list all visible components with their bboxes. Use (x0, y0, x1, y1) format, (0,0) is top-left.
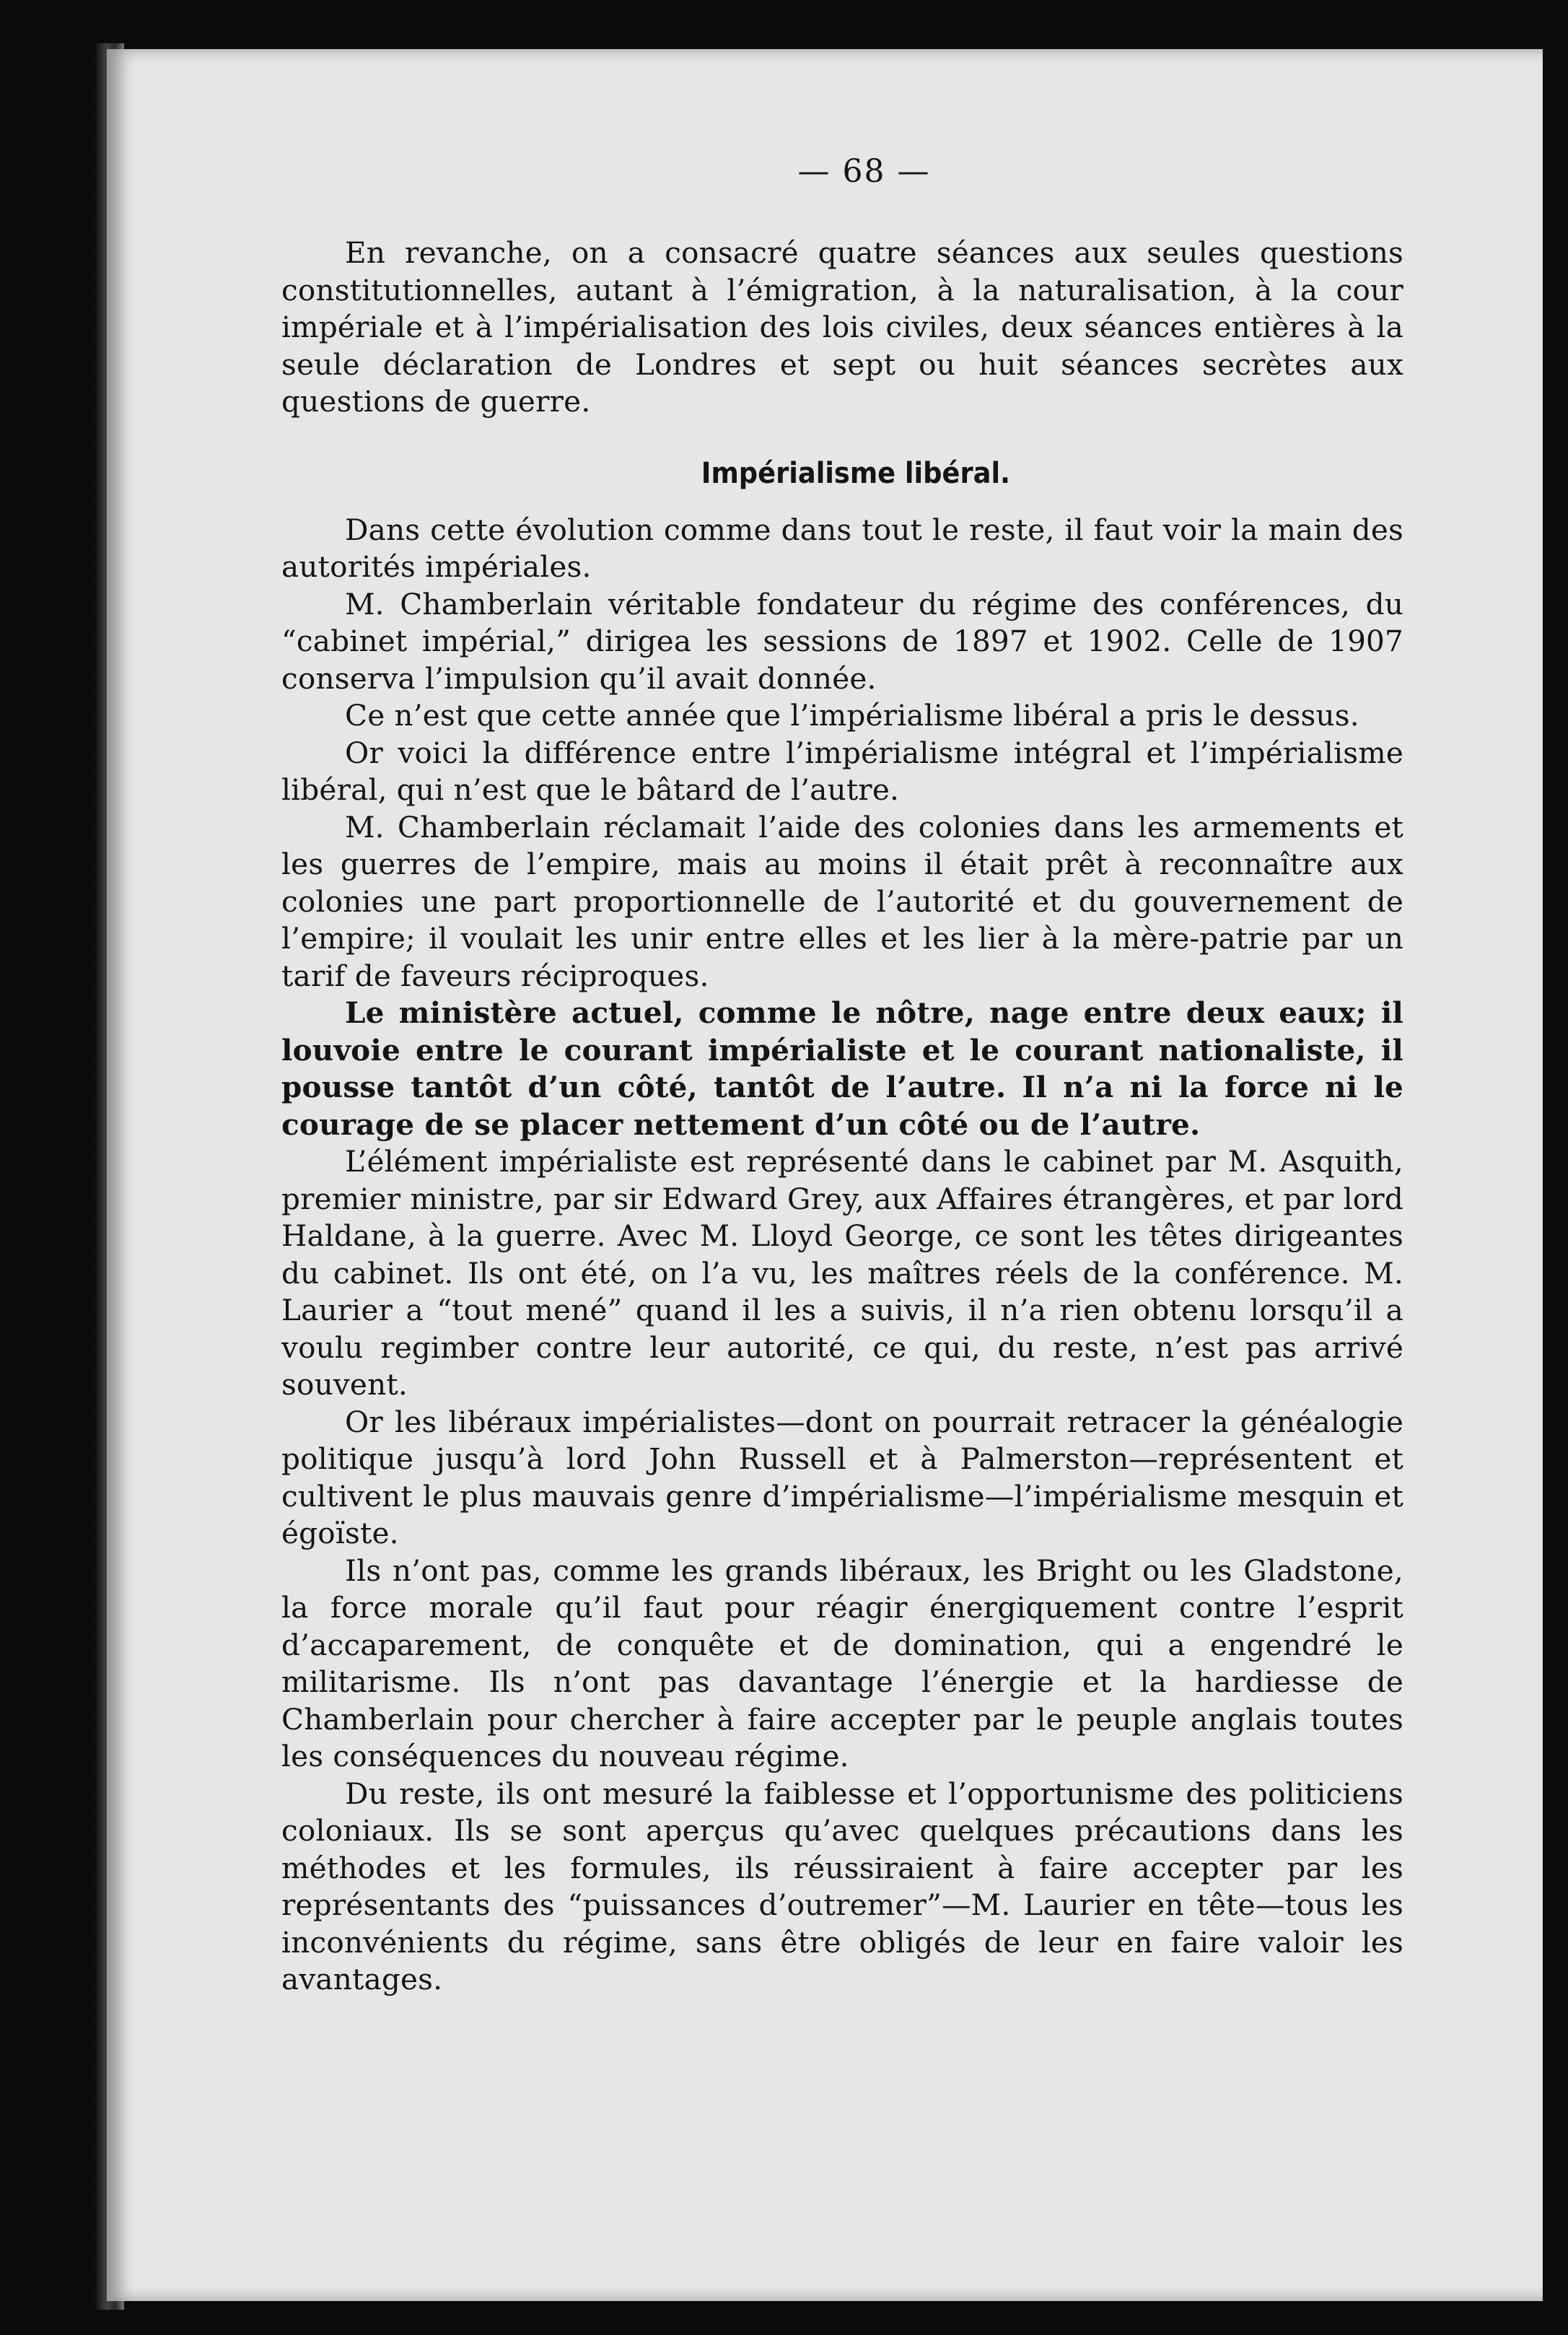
paragraph-1: Dans cette évolution comme dans tout le reste, il faut voir la main des autorités impériales. (281, 512, 1403, 584)
paragraph-4: Or voici la différence entre l’impérialisme intégral et l’impérialisme libéral, qui n’est que le bâtard de l’autre. (281, 735, 1403, 807)
paragraph-6: Le ministère actuel, comme le nôtre, nage entre deux eaux; il louvoie entre le courant impérialiste et le courant nationaliste, il pousse tantôt d’un côté, tantôt de l’autre. Il n’a ni la force ni le courage de se placer nettement d’un côté ou de l’autre. (281, 995, 1403, 1142)
paragraph-2: M. Chamberlain véritable fondateur du régime des conférences, du “cabinet impérial,” dirigea les sessions de 1897 et 1902. Celle de 1907 conserva l’impulsion qu’il avait donnée. (281, 586, 1403, 696)
section-heading: Impérialisme libéral. (701, 456, 1011, 490)
paragraph-7: L’élément impérialiste est représenté dans le cabinet par M. Asquith, premier ministre, par sir Edward Grey, aux Affaires étrangères, et par lord Haldane, à la guerre. Avec M. Lloyd George, ce sont les têtes dirigeantes du cabinet. Ils ont été, on l’a vu, les maîtres réels de la conférence. M. Laurier a “tout mené” quand il les a suivis, il n’a rien obtenu lorsqu’il a voulu regimber contre leur autorité, ce qui, du reste, n’est pas arrivé souvent. (281, 1144, 1403, 1402)
paragraph-8: Or les libéraux impérialistes—dont on pourrait retracer la généalogie politique jusqu’à lord John Russell et à Palmerston—représentent et cultivent le plus mauvais genre d’impérialisme—l’impérialisme mesquin et égoïste. (281, 1404, 1403, 1550)
paragraph-10: Du reste, ils ont mesuré la faiblesse et l’opportunisme des politiciens coloniaux. Ils se sont aperçus qu’avec quelques précautions dans les méthodes et les formules, ils réussiraient à faire accepter par les représentants des “puissances d’outremer”—M. Laurier en tête—tous les inconvénients du régime, sans être obligés de leur en faire valoir les avantages. (281, 1776, 1403, 1996)
page-text-block (281, 153, 1403, 1999)
paragraph-9: Ils n’ont pas, comme les grands libéraux, les Bright ou les Gladstone, la force morale qu’il faut pour réagir énergiquement contre l’esprit d’accaparement, de conquête et de domination, qui a engendré le militarisme. Ils n’ont pas davantage l’énergie et la hardiesse de Chamberlain pour chercher à faire accepter par le peuple anglais toutes les conséquences du nouveau régime. (281, 1553, 1403, 1773)
page-number: — 68 — (797, 153, 931, 190)
paragraph-3: Ce n’est que cette année que l’impérialisme libéral a pris le dessus. (345, 698, 1359, 733)
paragraph-intro: En revanche, on a consacré quatre séances aux seules questions constitutionnelles, autant à l’émigration, à la naturalisation, à la cour impériale et à l’impérialisation des lois civiles, deux séances entières à la seule déclaration de Londres et sept ou huit séances secrètes aux questions de guerre. (281, 235, 1403, 419)
paragraph-5: M. Chamberlain réclamait l’aide des colonies dans les armements et les guerres de l’empire, mais au moins il était prêt à reconnaître aux colonies une part proportionnelle de l’autorité et du gouvernement de l’empire; il voulait les unir entre elles et les lier à la mère-patrie par un tarif de faveurs réciproques. (281, 809, 1403, 993)
